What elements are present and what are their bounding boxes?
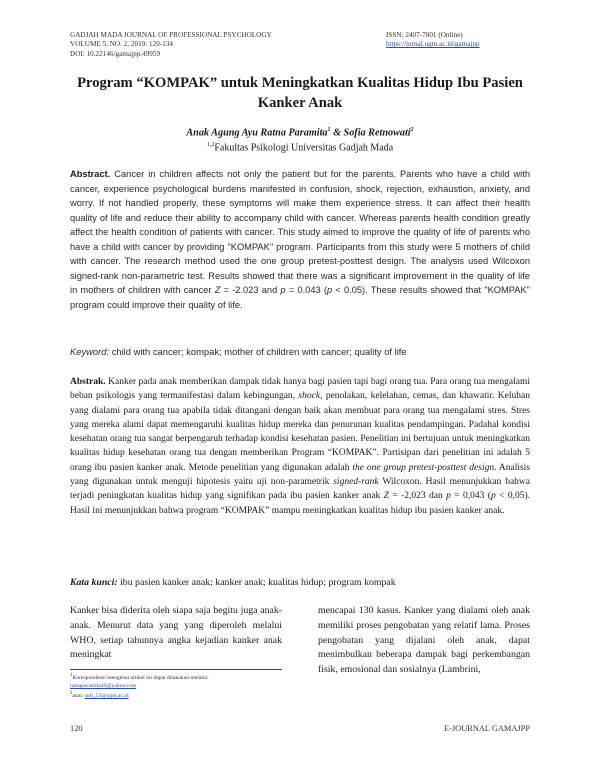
- shock-term: shock: [298, 391, 321, 402]
- author-1-sup: 1: [327, 127, 331, 133]
- p-symbol-id-2: p: [490, 491, 496, 502]
- affiliation-sup: 1,2: [206, 142, 215, 148]
- author-2: Sofia Retnowati: [343, 127, 411, 139]
- footnote-email-2[interactable]: sofi_53@ugm.ac.id: [84, 693, 129, 700]
- footnote-2-sup: 2: [70, 691, 73, 697]
- journal-header: [70, 31, 370, 59]
- abstract-english: [70, 167, 530, 312]
- abstract-id-text-5: = -2,023 dan: [388, 491, 447, 502]
- z-symbol: Z: [214, 285, 221, 295]
- abstract-id-text-1: Kanker pada anak memberikan dampak tidak hanya bagi pasien tapi bagi orang tua. Para orang tua mengalami beban psikologis yang termanifestasi dalam kebingungan,: [70, 377, 530, 402]
- journal-header-right: [386, 31, 546, 50]
- z-symbol-id: Z: [383, 491, 389, 502]
- affiliation: [70, 139, 530, 154]
- abstract-id-text-6: = 0,043 (: [450, 491, 491, 502]
- abstract-indonesian: [70, 375, 530, 518]
- body-column-right: mencapai 130 kasus. Kanker yang dialami oleh anak memiliki proses pengobatan yang relatif lama. Proses pengobatan yang dijalani oleh anak, dapat menimbulkan beberapa dampak bagi perkembangan fisik, emosional dan sosialnya (Lambrini,: [318, 605, 530, 676]
- keyword-en-text: child with cancer; kompak; mother of children with cancer; quality of life: [109, 346, 407, 357]
- body-column-left: Kanker bisa diderita oleh siapa saja begitu juga anak-anak. Menurut data yang yang diperoleh melalui WHO, setiap tahunnya angka kejadian kanker anak meningkat: [70, 605, 282, 661]
- keyword-id-text: ibu pasien kanker anak; kanker anak; kualitas hidup; program kompak: [117, 577, 396, 588]
- paper-title: Program “KOMPAK” untuk Meningkatkan Kualitas Hidup Ibu Pasien Kanker Anak: [77, 75, 523, 111]
- abstract-en-conclusion: < 0.05). These results showed that "KOMPAK" program could improve their quality of life.: [70, 285, 530, 310]
- footnote-1-sup: 1: [70, 673, 73, 678]
- footnote-2: [70, 690, 285, 700]
- abstract-en-text: Cancer in children affects not only the patient but for the parents. Parents who have a child with cancer, experience psychological burdens manifested in confusion, shock, rejection, exhaustion, anxiety, and worry. If not handled properly, these symptoms will make them experience stress. It can affect their health quality of life and reduce their ability to accompany child with cancer. Whereas parents health condition greatly affect the health condition of patients with cancer. This study aimed to improve the quality of life of parents who have a child with cancer by providing "KOMPAK" program. Participants from this study were 5 mothers of child with cancer. The research method used the one group pretest-posttest design. The analysis used Wilcoxon signed-rank non-parametric test. Results showed that there was a significant improvement in the quality of life in mothers of children with cancer: [70, 169, 530, 295]
- journal-name: GADJAH MADA JOURNAL OF PROFESSIONAL PSYCHOLOGY: [70, 31, 272, 39]
- p-symbol: p: [280, 285, 286, 295]
- keyword-en-label: Keyword:: [70, 346, 110, 357]
- signed-rank-term: signed-rank: [333, 477, 379, 488]
- author-joiner: &: [330, 127, 344, 139]
- abstract-id-text-3: . Analisis yang digunakan untuk menguji hipotesis yaitu uji non-parametrik: [70, 462, 531, 488]
- footnote-2-text: atau:: [72, 693, 85, 700]
- footnotes: [70, 672, 285, 701]
- journal-url-link[interactable]: https://jurnal.ugm.ac.id/gamajpp: [386, 40, 480, 49]
- abstract-id-text-4: Wilcoxon. Hasil menunjukkan bahwa terjadi peningkatan kualitas hidup yang signifikan pada ibu pasien kanker anak: [70, 477, 530, 502]
- affiliation-text: Fakultas Psikologi Universitas Gadjah Mada: [214, 142, 394, 154]
- footnote-email-1[interactable]: ratnaparamita20@yahoo.com: [70, 683, 137, 690]
- abstract-id-label: Abstrak.: [70, 377, 106, 387]
- abstract-en-label: Abstract.: [70, 169, 111, 179]
- author-list: [70, 124, 530, 139]
- footer-journal: E-JOURNAL GAMAJPP: [443, 724, 530, 733]
- abstract-id-text-7: < 0,05). Hasil ini menunjukkan bahwa program “KOMPAK” mampu meningkatkan kualitas hidup ibu pasien kanker anak.: [70, 491, 530, 516]
- journal-issn: ISSN: 2407-7801 (Online): [386, 31, 463, 39]
- p-symbol-2: p: [326, 285, 333, 295]
- p-symbol-id: p: [446, 491, 451, 502]
- footnote-divider: [70, 669, 282, 670]
- author-2-sup: 2: [410, 127, 414, 133]
- keywords-indonesian: [70, 576, 530, 589]
- journal-doi: DOI: 10.22146/gamajpp.49959: [70, 49, 161, 58]
- p-value: = 0.043 (: [285, 285, 327, 295]
- z-value: = -2.023 and: [220, 285, 281, 295]
- author-1: Anak Agung Ayu Ratna Paramita: [186, 127, 328, 139]
- footnote-1: [70, 672, 285, 682]
- footnote-1-text: Korespondensi mengenai artikel ini dapat dilakukan melalui:: [72, 674, 209, 681]
- abstract-id-text-2: , penolakan, kelelahan, cemas, dan khawatir. Keluhan yang dialami para orang tua apabila tidak ditangani dengan baik akan membuat para orang tua mengalami stres. Stres yang mereka alami dapat memengaruhi kualitas hidup mereka dan penurunan kualitas pendampingan. Padahal kondisi kesehatan orang tua sangat berpengaruh terhadap kondisi kesehatan pasien. Penelitian ini bertujuan untuk meningkatkan kualitas hidup kesehatan orang tua dengan memberikan Program “KOMPAK”. Partisipan dari penelitian ini adalah 5 orang ibu pasien kanker anak. Metode penelitian yang digunakan adalah: [70, 391, 530, 473]
- journal-volume: VOLUME 5, NO. 2, 2019: 120-134: [70, 40, 174, 49]
- keywords-english: [70, 345, 530, 358]
- keyword-id-label: Kata kunci:: [70, 577, 118, 588]
- design-term: the one group pretest-posttest design: [352, 462, 495, 473]
- page-number: 120: [70, 724, 83, 733]
